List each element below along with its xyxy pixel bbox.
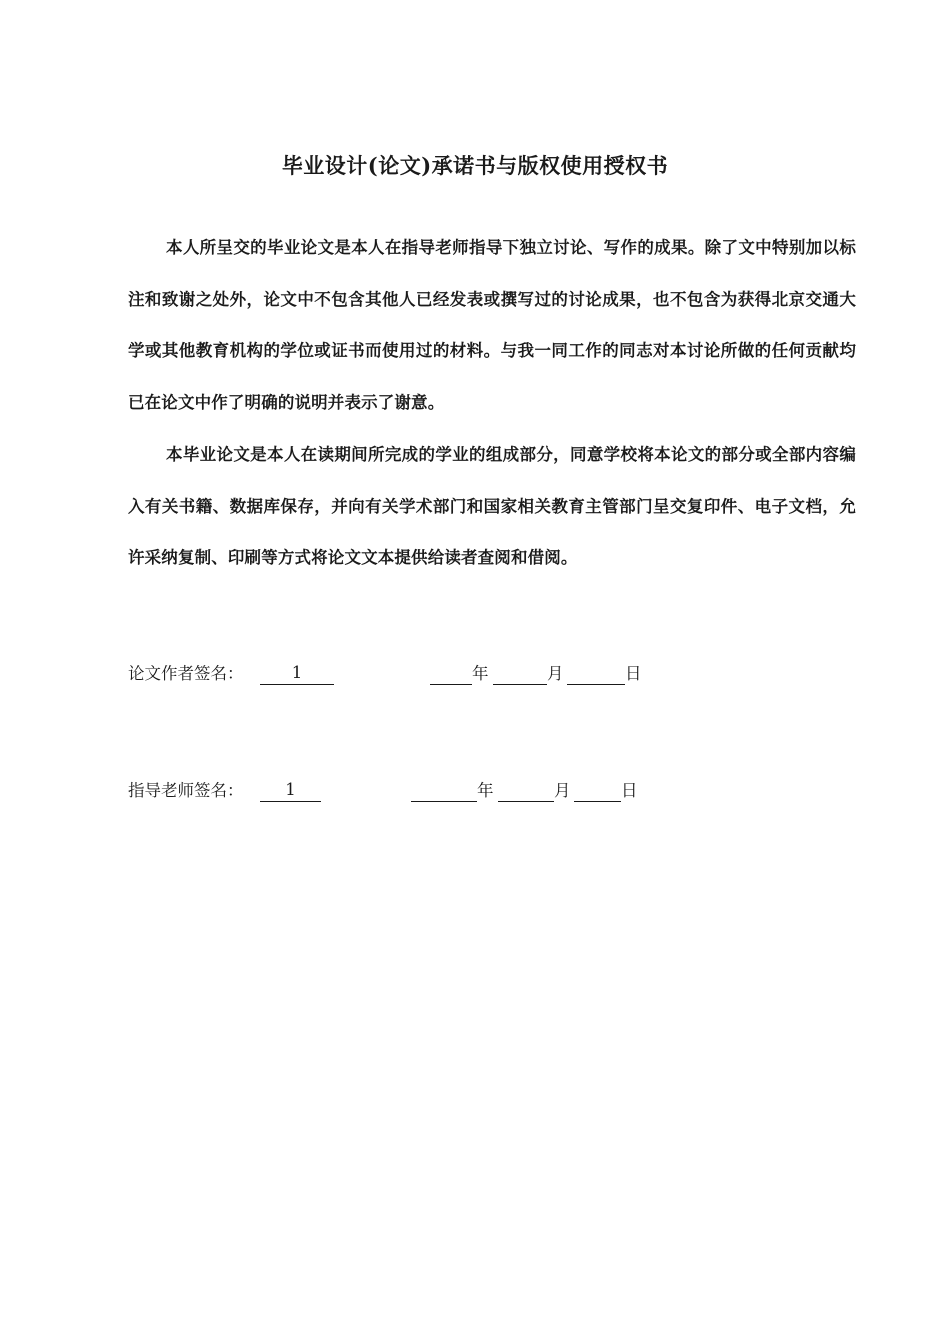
advisor-signature-label: 指导老师签名： (128, 781, 244, 800)
advisor-year-field[interactable] (411, 779, 477, 802)
page-title: 毕业设计(论文)承诺书与版权使用授权书 (281, 153, 669, 178)
commitment-paragraph: 本人所呈交的毕业论文是本人在指导老师指导下独立讨论、写作的成果。除了文中特别加以标注和致谢之处外，论文中不包含其他人已经发表或撰写过的讨论成果，也不包含为获得北京交通大学或其他教育机构的学位或证书而使用过的材料。与我一同工作的同志对本讨论所做的任何贡献均已在论文中作了明确的说明并表示了谢意。 (128, 238, 856, 412)
author-day-label: 日 (625, 664, 642, 683)
author-month-field[interactable] (493, 662, 547, 685)
author-year-field[interactable] (430, 662, 472, 685)
advisor-signature-field[interactable]: 1 (260, 779, 321, 802)
author-signature-field[interactable]: 1 (260, 662, 334, 685)
author-signature-label: 论文作者签名： (128, 664, 244, 683)
advisor-month-field[interactable] (498, 779, 554, 802)
advisor-day-field[interactable] (574, 779, 621, 802)
author-month-label: 月 (547, 664, 564, 683)
advisor-day-label: 日 (621, 781, 638, 800)
authorization-paragraph: 本毕业论文是本人在读期间所完成的学业的组成部分，同意学校将本论文的部分或全部内容编入有关书籍、数据库保存，并向有关学术部门和国家相关教育主管部门呈交复印件、电子文档，允许采纳复制、印刷等方式将论文文本提供给读者查阅和借阅。 (128, 445, 856, 567)
advisor-month-label: 月 (554, 781, 571, 800)
author-day-field[interactable] (567, 662, 625, 685)
advisor-year-label: 年 (477, 781, 494, 800)
author-year-label: 年 (472, 664, 489, 683)
